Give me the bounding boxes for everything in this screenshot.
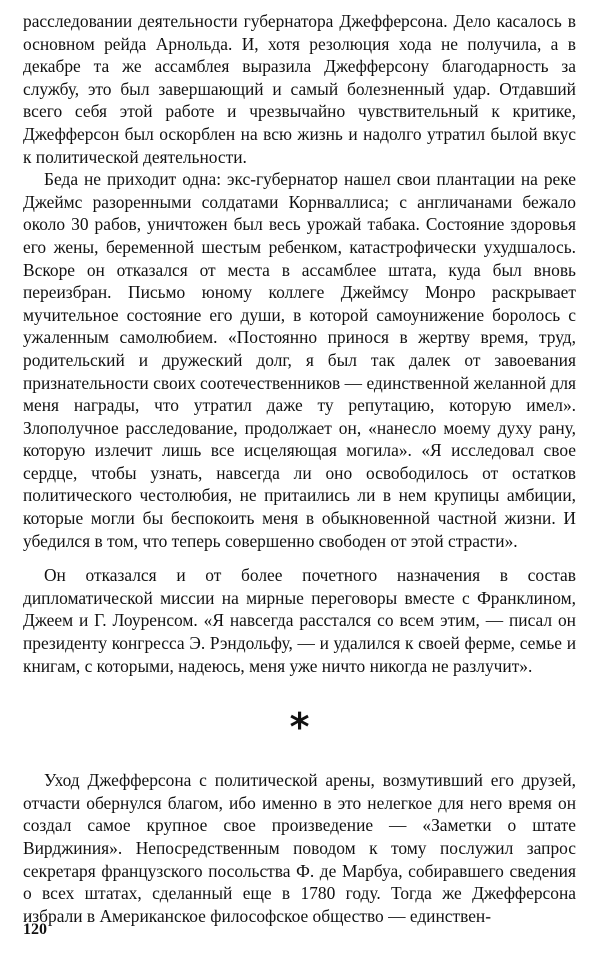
paragraph-3: Он отказался и от более почетного назначения в состав дипломатической миссии на мирные переговоры вместе с Франклином, Джеем и Г. Лоуренсом. «Я навсегда расстался со всем этим, — писал он президенту конгресса Э. Рэндольфу, — и удалился к своей ферме, семье и книгам, с которыми, надеюсь, меня уже ничто никогда не разлучит». xyxy=(23,565,576,676)
book-page xyxy=(23,10,576,927)
paragraph-1: расследовании деятельности губернатора Джефферсона. Дело касалось в основном рейда Арнольда. И, хотя резолюция хода не получила, а в декабре та же ассамблея выразила Джефферсону благодарность за службу, это был завершающий и самый болезненный удар. Отдавший всего себя этой работе и чрезвычайно чувствительный к критике, Джефферсон был оскорблен на всю жизнь и надолго утратил былой вкус к политической деятельности. xyxy=(23,11,576,167)
paragraph-2: Беда не приходит одна: экс-губернатор нашел свои плантации на реке Джеймс разоренными солдатами Корнваллиса; с англичанами бежало около 30 рабов, уничтожен был весь урожай табака. Состояние здоровья его жены, беременной шестым ребенком, катастрофически ухудшалось. Вскоре он отказался от места в ассамблее штата, куда был вновь переизбран. Письмо юному коллеге Джеймсу Монро раскрывает мучительное состояние его души, в которой самоунижение боролось с ужаленным самолюбием. «Постоянно принося в жертву время, труд, родительский и дружеский долг, я был так далек от завоевания признательности своих соотечественников — единственной желанной для меня награды, что утратил даже ту репутацию, которую имел». Злополучное расследование, продолжает он, «нанесло моему духу рану, которую излечит лишь все исцеляющая могила». «Я исследовал свое сердце, чтобы узнать, навсегда ли оно освободилось от остатков политического честолюбия, не притаились ли в нем крупицы амбиции, которые могли бы беспокоить меня в обыкновенной частной жизни. И убедился в том, что теперь совершенно свободен от этой страсти». xyxy=(23,169,576,551)
paragraph-4: Уход Джефферсона с политической арены, возмутивший его друзей, отчасти обернулся благом, ибо именно в это нелегкое для него время он создал самое крупное свое произведение — «Заметки о штате Вирджиния». Непосредственным поводом к тому послужил запрос секретаря французского посольства Ф. де Марбуа, собиравшего сведения о всех штатах, сделанный еще в 1780 году. Тогда же Джефферсона избрали в Американское философское общество — единствен- xyxy=(23,770,576,926)
section-separator-asterisk: * xyxy=(289,705,310,750)
page-number: 120 xyxy=(23,921,47,938)
